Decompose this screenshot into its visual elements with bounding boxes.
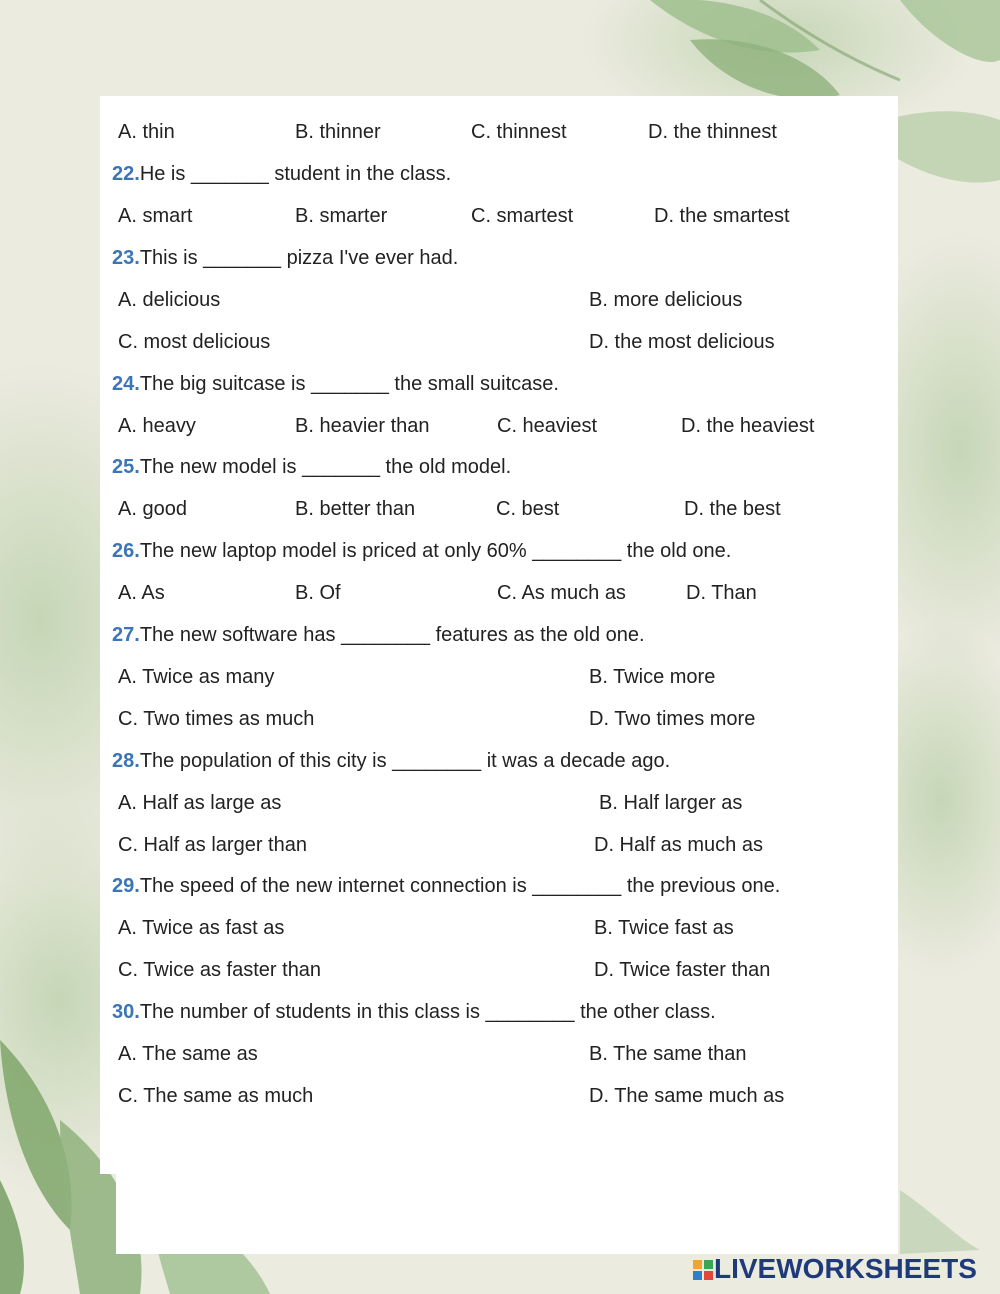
- option-d[interactable]: D. the best: [684, 498, 781, 520]
- question-text: The big suitcase is _______ the small suitcase.: [139, 373, 559, 395]
- question-text: The new software has ________ features as the old one.: [139, 624, 645, 646]
- option-b[interactable]: B. The same than: [589, 1043, 747, 1065]
- liveworksheets-logo[interactable]: [692, 1254, 992, 1284]
- worksheet-sheet-bottom: [116, 1174, 898, 1254]
- option-b[interactable]: B. Half larger as: [599, 792, 743, 814]
- question-26: [0, 536, 1000, 566]
- question-options: [0, 788, 1000, 818]
- option-b[interactable]: B. Of: [295, 582, 341, 604]
- question-number: 24.: [112, 373, 140, 395]
- option-a[interactable]: A. smart: [118, 205, 193, 227]
- option-a[interactable]: A. The same as: [118, 1043, 258, 1065]
- question-options: [0, 830, 1000, 860]
- option-d[interactable]: D. Than: [686, 582, 757, 604]
- question-options: [0, 704, 1000, 734]
- question-options: [0, 201, 1000, 231]
- option-a[interactable]: A. delicious: [118, 289, 221, 311]
- option-d[interactable]: D. the heaviest: [681, 415, 815, 437]
- option-c[interactable]: C. most delicious: [118, 331, 271, 353]
- question-stem: [112, 871, 780, 901]
- option-c[interactable]: C. Half as larger than: [118, 834, 307, 856]
- question-stem: [112, 452, 511, 482]
- option-b[interactable]: B. Twice more: [589, 666, 716, 688]
- option-b[interactable]: B. more delicious: [589, 289, 743, 311]
- question-number: 29.: [112, 875, 140, 897]
- option-b[interactable]: B. heavier than: [295, 415, 430, 437]
- option-a[interactable]: A. Half as large as: [118, 792, 282, 814]
- question-23: [0, 243, 1000, 273]
- question-options: [0, 117, 1000, 147]
- option-b[interactable]: B. smarter: [295, 205, 388, 227]
- option-b[interactable]: B. Twice fast as: [594, 917, 734, 939]
- option-d[interactable]: D. the most delicious: [589, 331, 775, 353]
- option-c[interactable]: C. heaviest: [497, 415, 598, 437]
- option-b[interactable]: B. thinner: [295, 121, 381, 143]
- question-stem: [112, 746, 670, 776]
- option-a[interactable]: A. good: [118, 498, 187, 520]
- question-22: [0, 159, 1000, 189]
- logo-text: LIVEWORKSHEETS: [714, 1253, 977, 1284]
- question-stem: [112, 997, 716, 1027]
- question-number: 28.: [112, 750, 140, 772]
- question-options: [0, 494, 1000, 524]
- question-number: 22.: [112, 163, 140, 185]
- option-a[interactable]: A. Twice as many: [118, 666, 275, 688]
- question-number: 30.: [112, 1001, 140, 1023]
- question-text: The speed of the new internet connection is ________ the previous one.: [139, 875, 781, 897]
- question-number: 27.: [112, 624, 140, 646]
- option-c[interactable]: C. As much as: [497, 582, 626, 604]
- question-27: [0, 620, 1000, 650]
- question-stem: [112, 620, 645, 650]
- option-c[interactable]: C. best: [496, 498, 560, 520]
- question-28: [0, 746, 1000, 776]
- question-stem: [112, 369, 559, 399]
- option-a[interactable]: A. As: [118, 582, 165, 604]
- question-25: [0, 452, 1000, 482]
- question-stem: [112, 536, 731, 566]
- option-c[interactable]: C. Twice as faster than: [118, 959, 322, 981]
- liveworksheets-logo-icon: [692, 1259, 714, 1281]
- question-options: [0, 411, 1000, 441]
- question-number: 26.: [112, 540, 140, 562]
- option-c[interactable]: C. smartest: [471, 205, 574, 227]
- question-options: [0, 1039, 1000, 1069]
- question-text: The new laptop model is priced at only 60% ________ the old one.: [139, 540, 732, 562]
- option-d[interactable]: D. the thinnest: [648, 121, 777, 143]
- question-text: This is _______ pizza I've ever had.: [139, 247, 459, 269]
- question-number: 23.: [112, 247, 140, 269]
- option-b[interactable]: B. better than: [295, 498, 416, 520]
- question-options: [0, 285, 1000, 315]
- option-d[interactable]: D. The same much as: [589, 1085, 785, 1107]
- question-stem: [112, 159, 451, 189]
- option-c[interactable]: C. The same as much: [118, 1085, 314, 1107]
- question-text: The population of this city is ________ it was a decade ago.: [139, 750, 671, 772]
- question-options: [0, 913, 1000, 943]
- question-options: [0, 662, 1000, 692]
- question-options: [0, 578, 1000, 608]
- option-a[interactable]: A. thin: [118, 121, 175, 143]
- question-stem: [112, 243, 458, 273]
- option-d[interactable]: D. Half as much as: [594, 834, 763, 856]
- option-a[interactable]: A. heavy: [118, 415, 196, 437]
- question-text: The number of students in this class is ________ the other class.: [139, 1001, 716, 1023]
- question-options: [0, 955, 1000, 985]
- option-a[interactable]: A. Twice as fast as: [118, 917, 285, 939]
- option-c[interactable]: C. Two times as much: [118, 708, 315, 730]
- question-text: The new model is _______ the old model.: [139, 456, 512, 478]
- question-text: He is _______ student in the class.: [139, 163, 452, 185]
- question-number: 25.: [112, 456, 140, 478]
- question-24: [0, 369, 1000, 399]
- question-options: [0, 1081, 1000, 1111]
- option-c[interactable]: C. thinnest: [471, 121, 567, 143]
- option-d[interactable]: D. Twice faster than: [594, 959, 771, 981]
- question-29: [0, 871, 1000, 901]
- question-30: [0, 997, 1000, 1027]
- option-d[interactable]: D. the smartest: [654, 205, 790, 227]
- question-options: [0, 327, 1000, 357]
- option-d[interactable]: D. Two times more: [589, 708, 756, 730]
